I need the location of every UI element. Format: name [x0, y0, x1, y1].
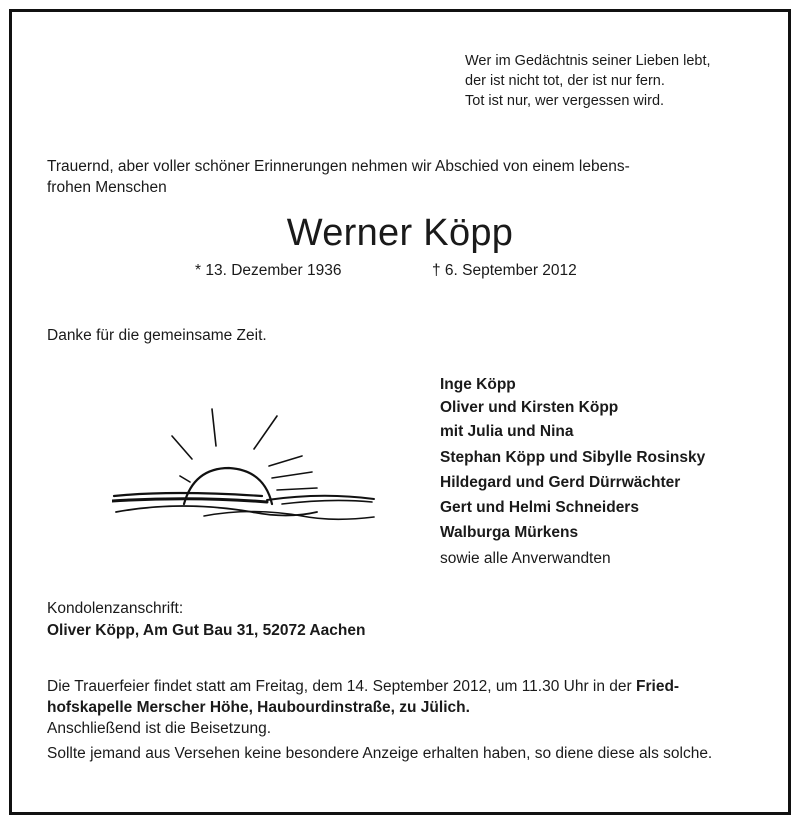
notice-text: Sollte jemand aus Versehen keine besondere Anzeige erhalten haben, so diene diese als solche.	[47, 745, 713, 762]
mourner-name: Hildegard und Gerd Dürrwächter	[440, 473, 681, 491]
funeral-text: Die Trauerfeier findet statt am Freitag, dem 14. September 2012, um 11.30 Uhr in der	[47, 678, 637, 695]
thanks-text: Danke für die gemeinsame Zeit.	[47, 327, 267, 344]
condolence-address: Oliver Köpp, Am Gut Bau 31, 52072 Aachen	[47, 622, 366, 639]
death-date: † 6. September 2012	[432, 262, 577, 279]
sunset-illustration	[112, 404, 377, 534]
mourner-name: mit Julia und Nina	[440, 423, 574, 441]
funeral-line-2	[47, 697, 753, 718]
burial-text: Anschließend ist die Beisetzung.	[47, 720, 272, 737]
birth-date: * 13. Dezember 1936	[195, 262, 342, 279]
intro-line-1: Trauernd, aber voller schöner Erinnerungen nehmen wir Abschied von einem lebens-	[47, 158, 630, 175]
funeral-line-1	[47, 676, 753, 697]
funeral-location-part1: Fried-	[636, 678, 680, 695]
mourner-name: Stephan Köpp und Sibylle Rosinsky	[440, 448, 706, 466]
intro-line-2: frohen Menschen	[47, 179, 167, 196]
mourner-name: Inge Köpp	[440, 376, 516, 393]
mourner-name: Walburga Mürkens	[440, 524, 579, 542]
intro-text	[47, 156, 753, 198]
mourner-name: Oliver und Kirsten Köpp	[440, 399, 619, 417]
funeral-notice	[47, 676, 753, 764]
mourner-name: Gert und Helmi Schneiders	[440, 499, 639, 517]
relatives-text: sowie alle Anverwandten	[440, 549, 611, 567]
condolence-label: Kondolenzanschrift:	[47, 600, 184, 617]
funeral-location-part2: hofskapelle Merscher Höhe, Haubourdinstraße, zu Jülich.	[47, 699, 470, 716]
poem-line: Wer im Gedächtnis seiner Lieben lebt,	[465, 53, 711, 69]
deceased-name: Werner Köpp	[286, 212, 514, 254]
poem-line: Tot ist nur, wer vergessen wird.	[465, 93, 665, 109]
mourners-list	[440, 372, 705, 571]
memorial-poem	[465, 51, 711, 111]
poem-line: der ist nicht tot, der ist nur fern.	[465, 73, 665, 89]
